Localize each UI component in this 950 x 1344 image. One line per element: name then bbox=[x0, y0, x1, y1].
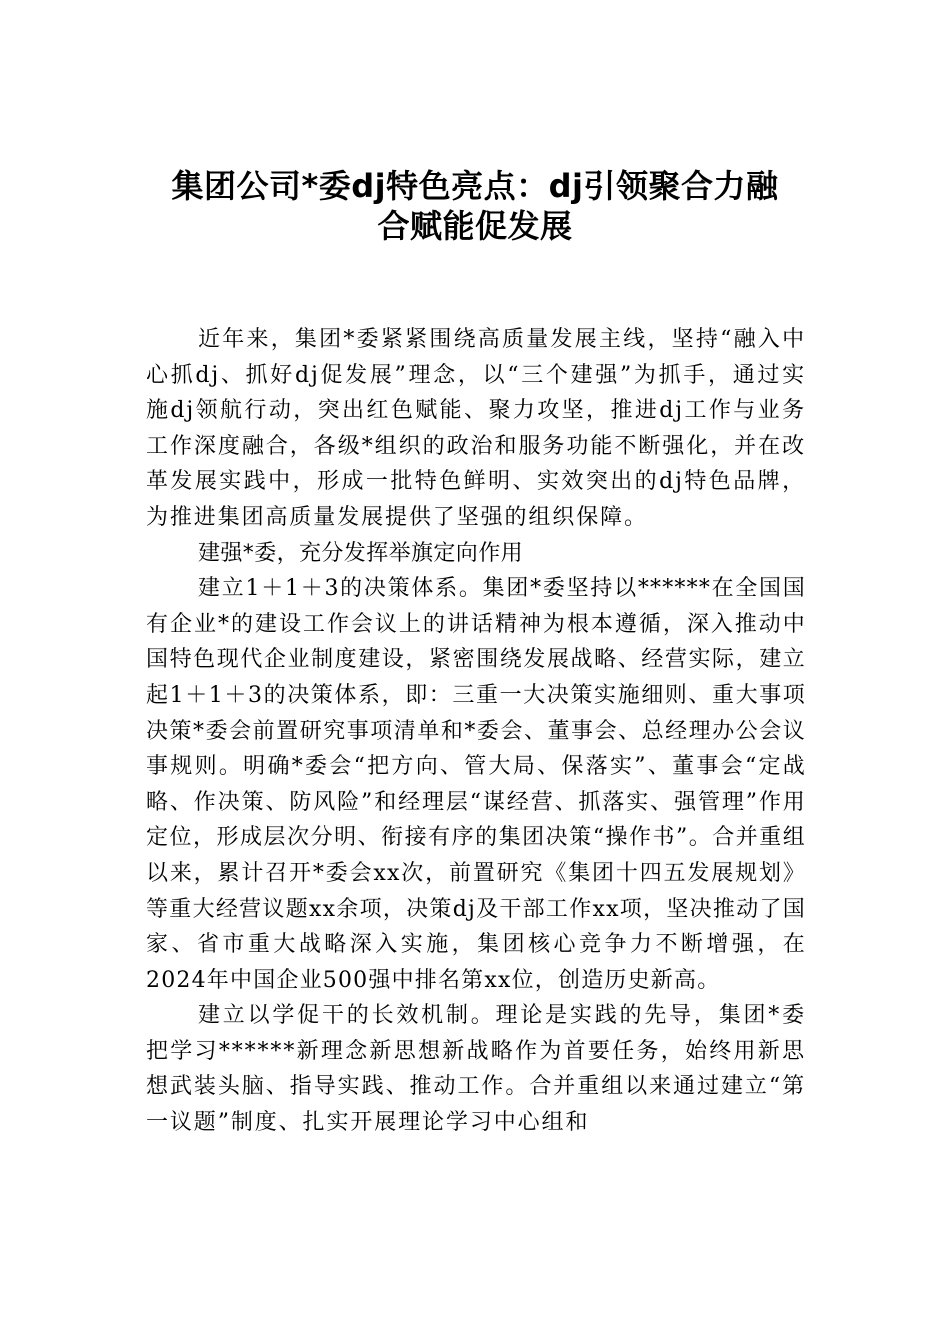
document-title-line-1: 集团公司*委dj特色亮点：dj引领聚合力融 bbox=[171, 167, 779, 205]
document-title-line-2: 合赋能促发展 bbox=[377, 207, 573, 245]
section-heading: 建强*委，充分发挥举旗定向作用 bbox=[198, 540, 524, 566]
body-paragraph-learning-mechanism: 建立以学促干的长效机制。理论是实践的先导，集团*委把学习******新理念新思想新战略作为首要任务，始终用新思想武装头脑、指导实践、推动工作。合并重组以来通过建立“第一议题”制度、扎实开展理论学习中心组和 bbox=[146, 1003, 806, 1136]
intro-paragraph: 近年来，集团*委紧紧围绕高质量发展主线，坚持“融入中心抓dj、抓好dj促发展”理念，以“三个建强”为抓手，通过实施dj领航行动，突出红色赋能、聚力攻坚，推进dj工作与业务工作深度融合，各级*组织的政治和服务功能不断强化，并在改革发展实践中，形成一批特色鲜明、实效突出的dj特色品牌，为推进集团高质量发展提供了坚强的组织保障。 bbox=[146, 327, 806, 530]
document-body bbox=[146, 322, 806, 1141]
body-paragraph-decision-system: 建立1＋1＋3的决策体系。集团*委坚持以******在全国国有企业*的建设工作会议上的讲话精神为根本遵循，深入推动中国特色现代企业制度建设，紧密围绕发展战略、经营实际，建立起1＋1＋3的决策体系，即：三重一大决策实施细则、重大事项决策*委会前置研究事项清单和*委会、董事会、总经理办公会议事规则。明确*委会“把方向、管大局、保落实”、董事会“定战略、作决策、防风险”和经理层“谋经营、抓落实、强管理”作用定位，形成层次分明、衔接有序的集团决策“操作书”。合并重组以来，累计召开*委会xx次，前置研究《集团十四五发展规划》等重大经营议题xx余项，决策dj及干部工作xx项，坚决推动了国家、省市重大战略深入实施，集团核心竞争力不断增强，在2024年中国企业500强中排名第xx位，创造历史新高。 bbox=[146, 576, 806, 993]
